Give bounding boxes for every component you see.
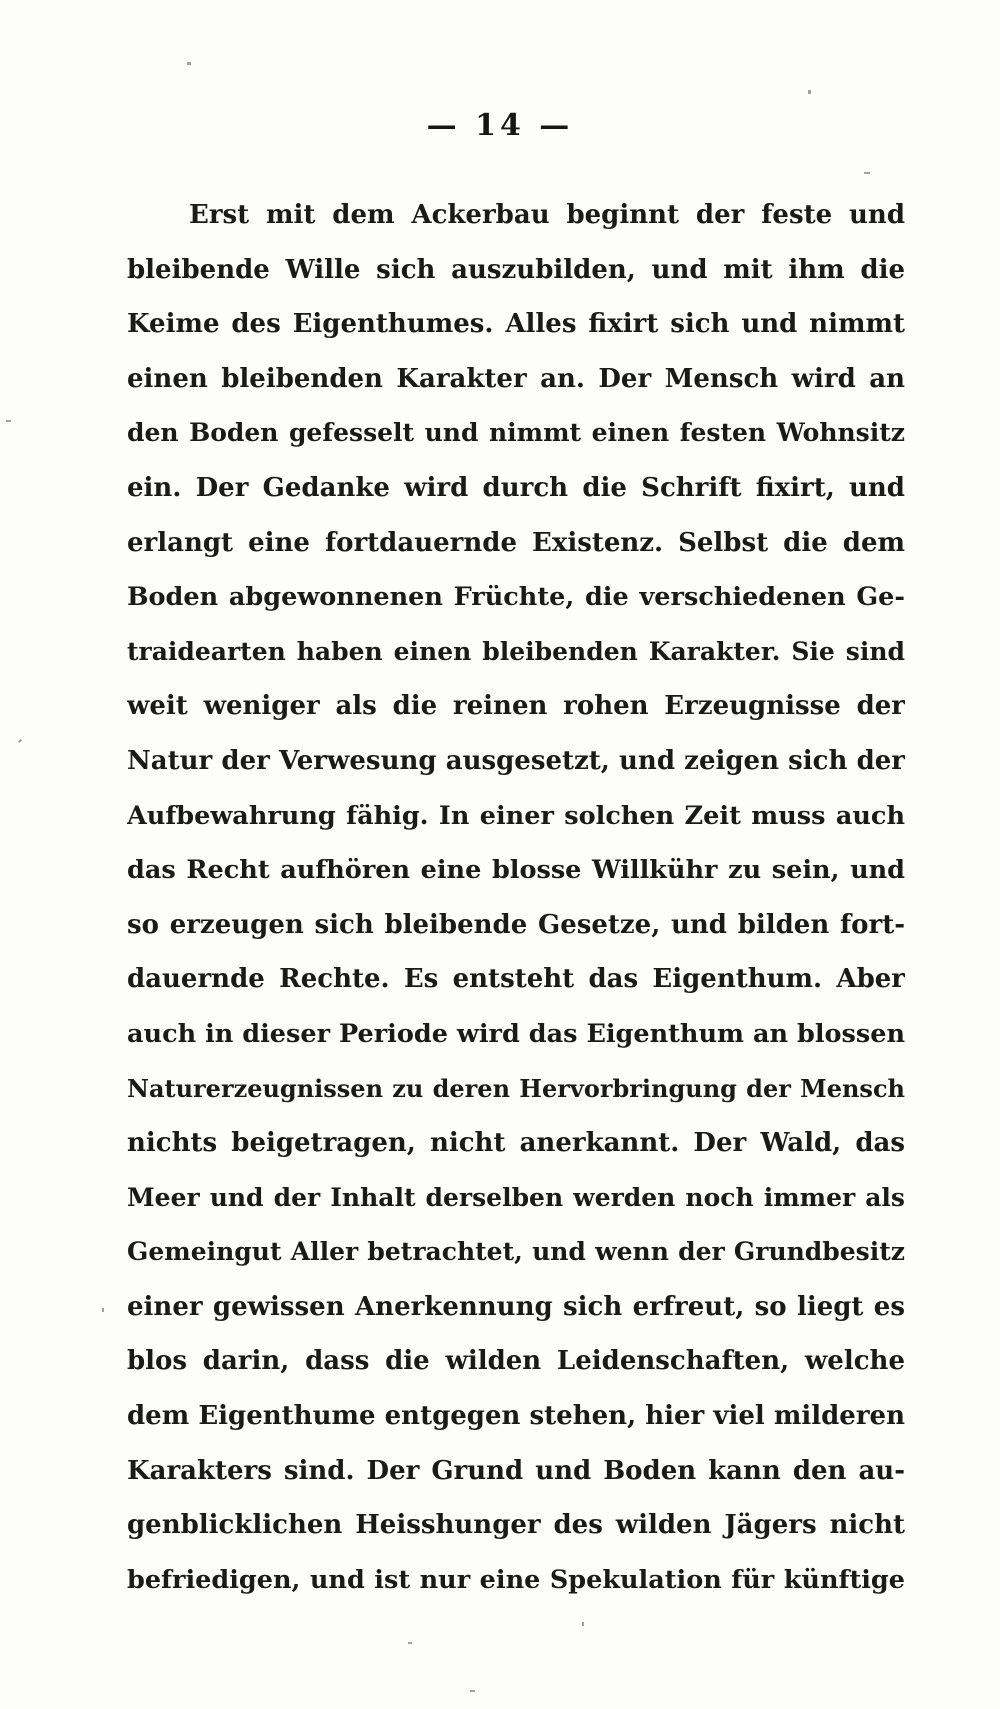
text-line: einer gewissen Anerkennung sich erfreut, so liegt es	[127, 1291, 905, 1322]
text-line: Meer und der Inhalt derselben werden noch immer als	[127, 1182, 905, 1212]
text-line: das Recht aufhören eine blosse Willkühr zu sein, und	[127, 855, 905, 886]
text-line: blos darin, dass die wilden Leidenschaften, welche	[127, 1346, 905, 1377]
text-line: nichts beigetragen, nicht anerkannt. Der Wald, das	[127, 1128, 905, 1159]
scan-speck	[808, 90, 811, 94]
scan-speck	[18, 739, 22, 743]
text-line: bleibende Wille sich auszubilden, und mit ihm die	[127, 254, 905, 285]
text-line: genblicklichen Heisshunger des wilden Jägers nicht	[127, 1510, 905, 1541]
scan-speck	[408, 1642, 412, 1644]
text-line: einen bleibenden Karakter an. Der Mensch wird an	[127, 363, 905, 394]
text-line: Boden abgewonnenen Früchte, die verschiedenen Ge-	[127, 582, 905, 613]
text-line: Erst mit dem Ackerbau beginnt der feste und	[189, 200, 905, 230]
text-line: erlangt eine fortdauernde Existenz. Selbst die dem	[127, 527, 905, 558]
text-line: Naturerzeugnissen zu deren Hervorbringung der Mensch	[127, 1073, 905, 1103]
text-line: Natur der Verwesung ausgesetzt, und zeigen sich der	[127, 745, 905, 776]
text-line: auch in dieser Periode wird das Eigenthum an blossen	[127, 1018, 905, 1049]
scan-speck	[6, 420, 11, 422]
scan-speck	[864, 172, 870, 174]
text-line: dem Eigenthume entgegen stehen, hier viel milderen	[127, 1401, 905, 1432]
page-number: — 14 —	[426, 108, 574, 143]
text-line: so erzeugen sich bleibende Gesetze, und bilden fort-	[127, 909, 905, 940]
text-line: befriedigen, und ist nur eine Spekulation für künftige	[127, 1564, 905, 1595]
text-line: den Boden gefesselt und nimmt einen festen Wohnsitz	[127, 418, 905, 448]
scan-speck	[470, 1690, 475, 1692]
body-text	[127, 188, 905, 1607]
text-line: Gemeingut Aller betrachtet, und wenn der Grundbesitz	[127, 1237, 905, 1267]
text-line: ein. Der Gedanke wird durch die Schrift fixirt, und	[127, 472, 905, 503]
text-line: Karakters sind. Der Grund und Boden kann den au-	[127, 1455, 905, 1486]
scan-speck	[102, 1308, 104, 1312]
text-line: traidearten haben einen bleibenden Karakter. Sie sind	[127, 636, 905, 666]
text-line: weit weniger als die reinen rohen Erzeugnisse der	[127, 691, 905, 722]
text-line: dauernde Rechte. Es entsteht das Eigenthum. Aber	[127, 964, 905, 995]
scan-speck	[582, 1622, 584, 1626]
text-line: Keime des Eigenthumes. Alles fixirt sich und nimmt	[127, 309, 905, 340]
scan-speck	[187, 62, 191, 65]
text-line: Aufbewahrung fähig. In einer solchen Zeit muss auch	[127, 800, 905, 831]
